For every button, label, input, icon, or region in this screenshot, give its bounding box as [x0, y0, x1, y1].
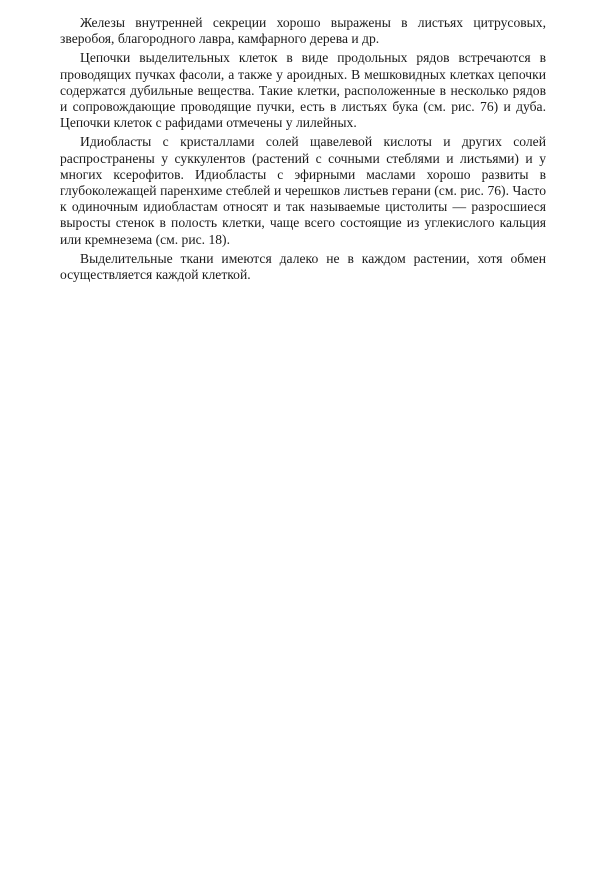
paragraph-3: Идиобласты с кристаллами солей щавелевой кислоты и других солей распространены у суккулентов (растений с сочными стеблями и листьями) и у многих ксерофитов. Идиобласты с эфирными маслами хорошо развиты в глубоколежащей паренхиме стеблей и черешков листьев герани (см. рис. 76). Часто к одиночным идиобластам относят и так называемые цистолиты — разросшиеся выросты стенок в полость клетки, чаще всего состоящие из углекислого кальция или кремнезема (см. рис. 18).: [60, 134, 546, 247]
paragraph-4: Выделительные ткани имеются далеко не в каждом растении, хотя обмен осуществляется каждой клеткой.: [60, 250, 546, 283]
body-text: [60, 15, 546, 286]
paragraph-2: Цепочки выделительных клеток в виде продольных рядов встречаются в проводящих пучках фасоли, а также у ароидных. В мешковидных клетках цепочки содержатся дубильные вещества. Такие клетки, расположенные в несколько рядов и сопровождающие проводящие пучки, есть в листьях бука (см. рис. 76) и дуба. Цепочки клеток с рафидами отмечены у лилейных.: [60, 50, 546, 131]
paragraph-1: Железы внутренней секреции хорошо выражены в листьях цитрусовых, зверобоя, благородного лавра, камфарного дерева и др.: [60, 15, 546, 47]
